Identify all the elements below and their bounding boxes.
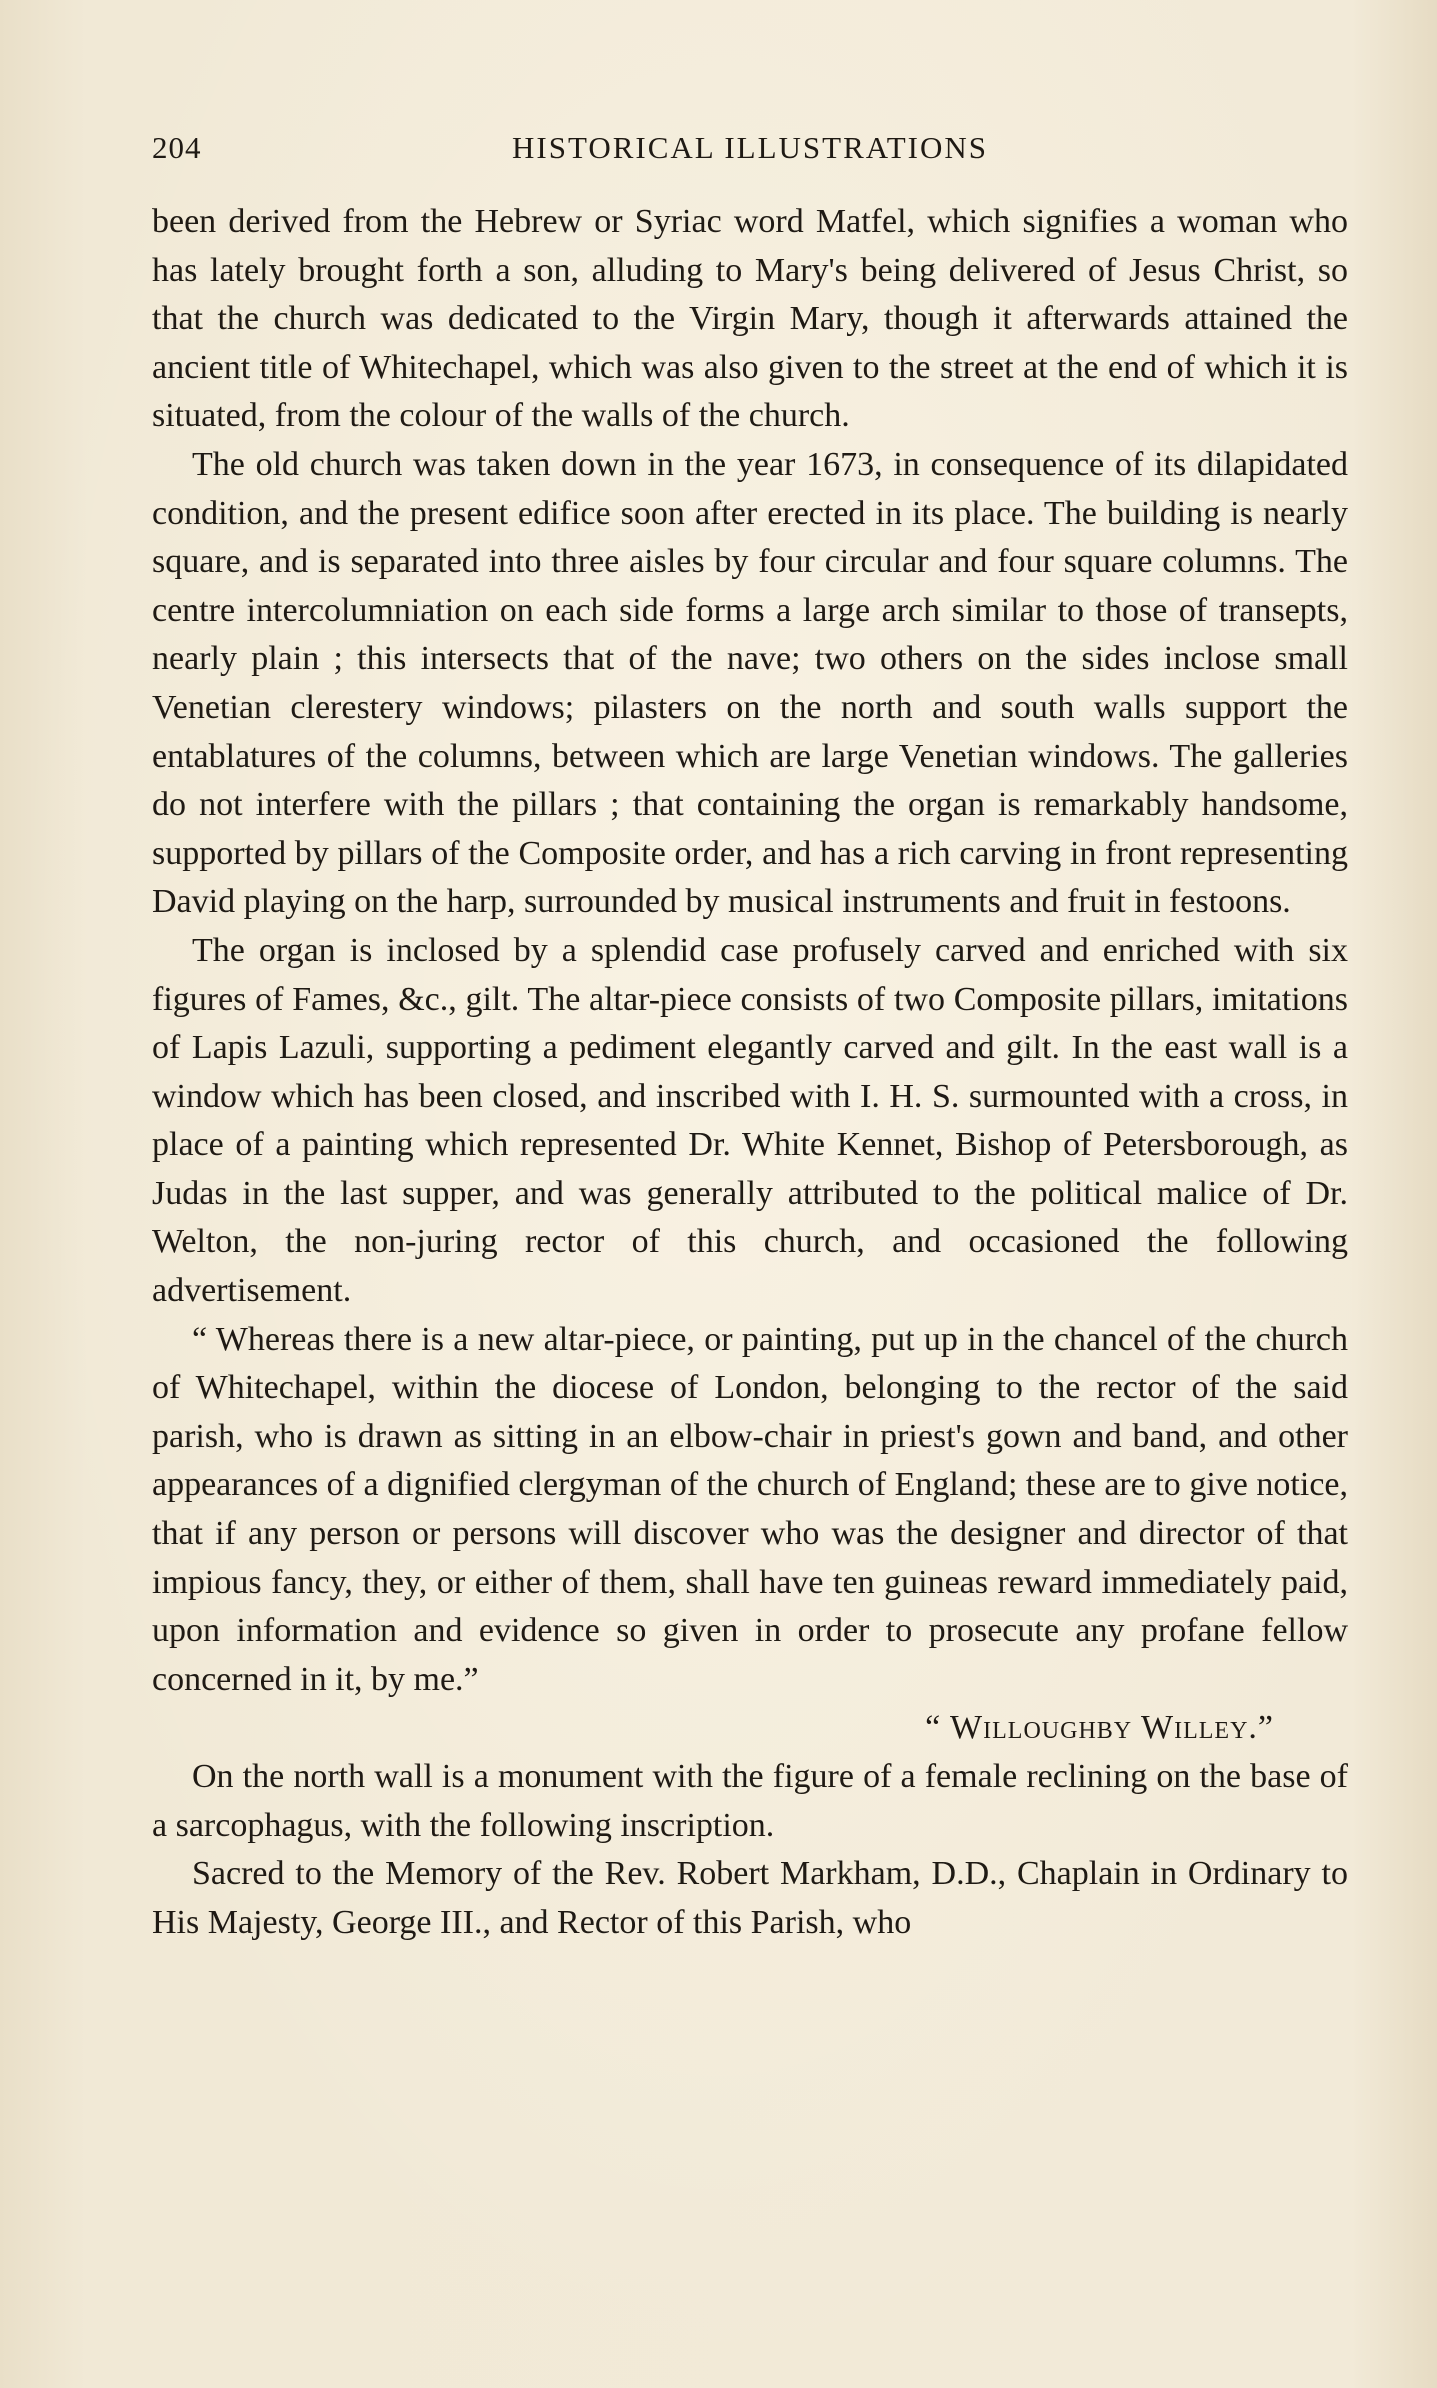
paragraph-continuation: been derived from the Hebrew or Syriac word Matfel, which signifies a woman who has lately brought forth a son, alluding to Mary's being delivered of Jesus Christ, so that the church was dedicated to the Virgin Mary, though it afterwards attained the ancient title of Whitechapel, which was also given to the street at the end of which it is situated, from the colour of the walls of the church.: [152, 203, 1348, 435]
body-text: [152, 198, 1348, 1947]
quote-signature: “ Willoughby Willey.”: [925, 1709, 1274, 1747]
paragraph-inscription: Sacred to the Memory of the Rev. Robert Markham, D.D., Chaplain in Ordinary to His Majesty, George III., and Rector of this Parish, who: [152, 1855, 1348, 1941]
paragraph-monument: On the north wall is a monument with the figure of a female reclining on the base of a sarcophagus, with the following inscription.: [152, 1758, 1348, 1844]
page-number: 204: [152, 130, 202, 165]
paragraph-old-church: The old church was taken down in the year 1673, in consequence of its dilapidated condition, and the present edifice soon after erected in its place. The building is nearly square, and is separated into three aisles by four circular and four square columns. The centre intercolumniation on each side forms a large arch similar to those of transepts, nearly plain ; this intersects that of the nave; two others on the sides inclose small Venetian clerestery windows; pilasters on the north and south walls support the entablatures of the columns, between which are large Venetian windows. The galleries do not interfere with the pillars ; that containing the organ is remarkably handsome, supported by pillars of the Composite order, and has a rich carving in front representing David playing on the harp, surrounded by musical instruments and fruit in festoons.: [152, 445, 1348, 921]
advertisement-quote: “ Whereas there is a new altar-piece, or painting, put up in the chancel of the church of Whitechapel, within the diocese of London, belonging to the rector of the said parish, who is drawn as sitting in an elbow-chair in priest's gown and band, and other appearances of a dignified clergyman of the church of England; these are to give notice, that if any person or persons will discover who was the designer and director of that impious fancy, they, or either of them, shall have ten guineas reward immediately paid, upon information and evidence so given in order to prosecute any profane fellow concerned in it, by me.”: [152, 1320, 1348, 1698]
page-header: [152, 130, 1348, 176]
paragraph-organ: The organ is inclosed by a splendid case profusely carved and enriched with six figures of Fames, &c., gilt. The altar-piece consists of two Composite pillars, imitations of Lapis Lazuli, supporting a pediment elegantly carved and gilt. In the east wall is a window which has been closed, and inscribed with I. H. S. surmounted with a cross, in place of a painting which represented Dr. White Kennet, Bishop of Petersborough, as Judas in the last supper, and was generally attributed to the political malice of Dr. Welton, the non-juring rector of this church, and occasioned the following advertisement.: [152, 931, 1348, 1310]
running-head: HISTORICAL ILLUSTRATIONS: [512, 130, 988, 165]
